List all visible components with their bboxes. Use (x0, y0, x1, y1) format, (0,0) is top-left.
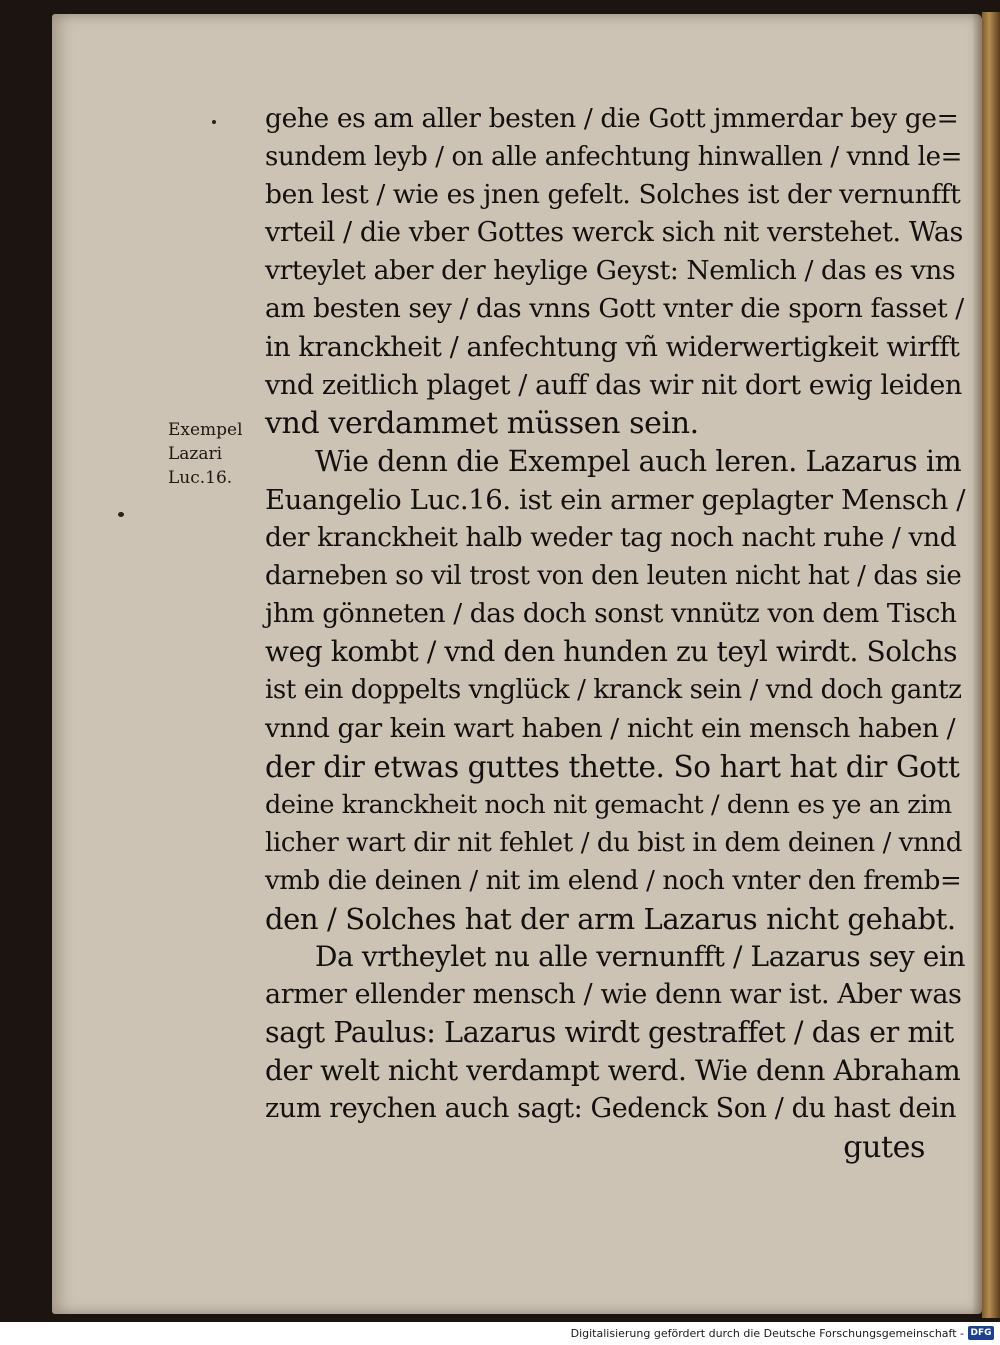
text-line: in kranckheit / anfechtung vñ widerwertigkeit wirfft (265, 331, 960, 363)
text-line: sundem leyb / on alle anfechtung hinwallen / vnnd le= (265, 142, 962, 173)
text-line: sagt Paulus: Lazarus wirdt gestraffet / das er mit (265, 1016, 954, 1050)
ink-speck (212, 120, 216, 124)
text-line: der kranckheit halb weder tag noch nacht ruhe / vnd (265, 522, 957, 554)
text-line: Wie denn die Exempel auch leren. Lazarus im (315, 444, 962, 478)
text-line: Da vrtheylet nu alle vernunfft / Lazarus sey ein (315, 940, 966, 974)
margin-note-line: Exempel (168, 420, 243, 440)
text-line: darneben so vil trost von den leuten nicht hat / das sie (265, 561, 962, 592)
text-line: licher wart dir nit fehlet / du bist in dem deinen / vnnd (265, 827, 963, 858)
catchword: gutes (843, 1129, 925, 1165)
footer (0, 1322, 1000, 1345)
text-line: gehe es am aller besten / die Gott jmmerdar bey ge= (265, 103, 959, 134)
book-edge (982, 12, 1000, 1318)
text-line: weg kombt / vnd den hunden zu teyl wirdt. Solchs (265, 635, 958, 669)
text-line: am besten sey / das vnns Gott vnter die sporn fasset / (265, 293, 964, 325)
text-line: vnnd gar kein wart haben / nicht ein mensch haben / (265, 712, 956, 744)
text-line: zum reychen auch sagt: Gedenck Son / du hast dein (265, 1093, 957, 1125)
body-text (265, 100, 965, 1167)
text-line: ben lest / wie es jnen gefelt. Solches ist der vernunfft (265, 179, 961, 211)
text-line: vnd verdammet müssen sein. (265, 405, 699, 441)
funding-notice: Digitalisierung gefördert durch die Deutsche Forschungsgemeinschaft - (570, 1327, 964, 1340)
text-line: der dir etwas guttes thette. So hart hat dir Gott (265, 749, 960, 784)
text-line: der welt nicht verdampt werd. Wie denn Abraham (265, 1054, 961, 1088)
text-line: Euangelio Luc.16. ist ein armer geplagter Mensch / (265, 483, 966, 516)
ink-speck (118, 512, 124, 517)
text-line: deine kranckheit noch nit gemacht / denn es ye an zim (265, 789, 952, 820)
margin-note-line: Luc.16. (168, 468, 233, 488)
text-line: armer ellender mensch / wie denn war ist. Aber was (265, 979, 962, 1011)
dfg-logo-icon: DFG (968, 1326, 994, 1340)
text-line: vrteil / die vber Gottes werck sich nit verstehet. Was (265, 217, 964, 249)
text-line: vrteylet aber der heylige Geyst: Nemlich / das es vns (265, 255, 956, 287)
margin-note-line: Lazari (168, 444, 223, 464)
text-line: den / Solches hat der arm Lazarus nicht gehabt. (265, 901, 956, 936)
text-line: jhm gönneten / das doch sonst vnnütz von dem Tisch (265, 598, 957, 630)
text-line: ist ein doppelts vnglück / kranck sein / vnd doch gantz (265, 675, 962, 706)
text-line: vnd zeitlich plaget / auff das wir nit dort ewig leiden (265, 369, 962, 401)
text-line: vmb die deinen / nit im elend / noch vnter den fremb= (265, 865, 962, 896)
margin-note (168, 418, 243, 490)
